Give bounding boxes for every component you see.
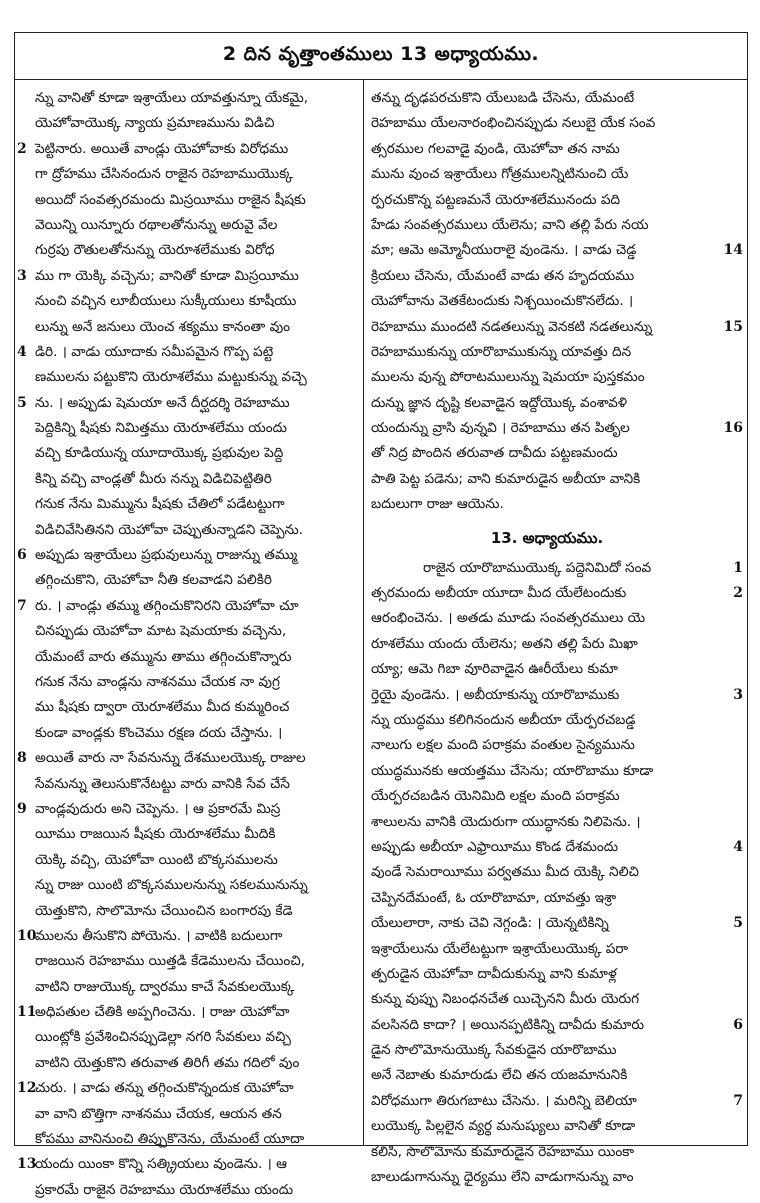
line-text: ర్పరచుకొన్న పట్టణమనే యెరూశలేమునందు పది — [371, 191, 621, 208]
text-line — [363, 188, 747, 213]
text-line — [15, 568, 363, 593]
text-line — [363, 911, 747, 936]
verse-number: 2 — [17, 140, 27, 157]
text-line — [15, 645, 363, 670]
line-text: యెక్కి వచ్చి, యెహోవా యింటి బొక్కసములను — [35, 851, 278, 868]
text-line — [15, 111, 363, 136]
text-line — [15, 975, 363, 1000]
line-text: హేడు సంవత్సరములు యేలెను; వాని తల్లి పేరు నయ — [371, 216, 649, 233]
line-text: చురు. । వాడు తన్ను తగ్గించుకొన్నందుక యెహోవా — [35, 1080, 294, 1097]
line-text: న్ను రాజు యింటి బొక్కసములనున్ను సకలమునున్ను — [35, 877, 308, 894]
line-text: తన్ను దృఢపరచుకొని యేలుబడి చేసెను, యేమంటే — [371, 90, 635, 106]
line-text: ఇశ్రాయేలును యేలేటట్టుగా ఇశ్రాయేలుయొక్క పరా — [371, 940, 629, 957]
text-line — [363, 416, 747, 441]
text-line — [363, 86, 747, 111]
line-text: బదులుగా రాజు ఆయెను. — [371, 496, 504, 513]
line-text: పాతి పెట్ట పడెను; వాని కుమారుడైన అబీయా వానికి — [371, 470, 641, 487]
text-line — [363, 315, 747, 340]
line-text: చినప్పుడు యెహోవా మాట షెమయాకు వచ్చెను, — [35, 623, 287, 640]
verse-number: 13 — [17, 1156, 37, 1173]
line-text: యుద్ధమునకు ఆయత్తము చేసెను; యారొబాము కూడా — [371, 762, 654, 779]
text-line — [363, 860, 747, 885]
line-text: పెట్టినారు. అయితే వాండ్లు యెహోవాకు విరోధము — [35, 140, 289, 157]
chapter-heading — [363, 518, 747, 556]
text-line — [15, 1000, 363, 1025]
line-text: కుండా వాండ్లకు కొంచెము రక్షణ దయ చేస్తాను. । — [35, 724, 283, 741]
line-text: నాలుగు లక్షల మంది పరాక్రమ వంతుల సైన్యమును — [371, 737, 635, 754]
verse-number: 4 — [17, 343, 27, 360]
verse-number: 16 — [723, 420, 743, 437]
text-line — [15, 1102, 363, 1127]
text-line — [363, 467, 747, 492]
text-line — [15, 822, 363, 847]
line-text: న్ను యుద్ధము కలిగినందున అబీయా యేర్పరచబడ్డ — [371, 711, 636, 728]
verse-number: 6 — [17, 547, 27, 564]
line-text: డిరి. । వాడు యూదాకు సమీపమైన గొప్ప పట్టె — [35, 343, 274, 360]
text-line — [363, 111, 747, 136]
text-line — [15, 721, 363, 746]
line-text: మా; ఆమె అమ్మోనీయురాలై వుండెను. । వాడు చెడ్డ — [371, 242, 637, 259]
line-text: ర్తెయై వుండెను. । అబీయాకున్ను యారొబాముకు — [371, 686, 620, 703]
text-line — [15, 594, 363, 619]
text-line — [15, 137, 363, 162]
text-line — [15, 797, 363, 822]
line-text: వెయిన్ని యిన్నూరు రథాలతోనున్ను అరువై వేల — [35, 216, 278, 233]
line-text: ఆరంభించెను. । అతడు మూడు సంవత్సరములు యె — [371, 610, 646, 627]
line-text: వలసినది కాదా? । అయినప్పటికిన్ని దావీదు కుమారు — [371, 1016, 645, 1033]
text-line — [15, 188, 363, 213]
text-line — [15, 365, 363, 390]
text-line — [363, 632, 747, 657]
text-line — [363, 835, 747, 860]
line-text: ప్రకారమే రాజైన రెహబాము యెరూశలేము యందు — [35, 1181, 294, 1198]
line-text: గనుక నేను మిమ్మును షీషకు చేతిలో పడేటట్టుగా — [35, 496, 285, 513]
line-text: కిన్ని వచ్చి వాండ్లతో మీరు నన్ను విడిచిపెట్టితిరి — [35, 470, 272, 487]
text-line — [363, 810, 747, 835]
line-text: యింట్లోకి ప్రవేశించినప్పుడెల్లా నగరి సేవకులు వచ్చి — [35, 1029, 291, 1046]
text-line — [15, 746, 363, 771]
text-line — [363, 937, 747, 962]
text-line — [15, 1178, 363, 1203]
text-line — [15, 1025, 363, 1050]
text-line — [363, 708, 747, 733]
text-line — [363, 657, 747, 682]
text-line — [363, 340, 747, 365]
line-text: మును వుంచ ఇశ్రాయేలు గోత్రములన్నిటినుంచి యే — [371, 166, 629, 183]
text-line — [363, 289, 747, 314]
line-text: గుర్రపు రౌతులతోనున్ను యెరూశలేముకు విరోధ — [35, 242, 275, 259]
text-line — [15, 492, 363, 517]
verse-number: 4 — [733, 838, 743, 855]
verse-number: 3 — [733, 686, 743, 703]
text-line — [15, 86, 363, 111]
text-line — [363, 1165, 747, 1190]
text-line — [363, 1013, 747, 1038]
verse-number: 1 — [733, 559, 743, 576]
verse-number: 15 — [723, 318, 743, 335]
line-text: వచ్చి కూడియున్న యూదాయొక్క ప్రభువుల పెద్ది — [35, 445, 284, 462]
text-line — [363, 1089, 747, 1114]
text-line — [15, 670, 363, 695]
text-line — [363, 886, 747, 911]
line-text: న్ను వానితో కూడా ఇశ్రాయేలు యావత్తున్నూ యేకమై, — [35, 90, 309, 106]
line-text: కున్ను వుప్పు నిబంధనచేత యిచ్చెనని మీరు యెరుగ — [371, 991, 640, 1008]
line-text: చెప్పినదేమంటే, ఓ యారొబామా, యావత్తు ఇశ్రా — [371, 889, 617, 906]
line-text: శాలులను వానికి యెదురుగా యుద్ధానకు నిలిపెను. । — [371, 813, 641, 830]
line-text: అనే నెబాతు కుమారుడు లేచి తన యజమానునికి — [371, 1067, 628, 1084]
text-line — [363, 581, 747, 606]
text-line — [363, 162, 747, 187]
text-line — [15, 289, 363, 314]
two-column-body — [15, 80, 747, 1198]
verse-number: 12 — [17, 1080, 37, 1097]
verse-number: 3 — [17, 267, 27, 284]
line-text: తగ్గించుకొని, యెహోవా నీతి కలవాడని పలికిరి — [35, 572, 272, 589]
verse-number: 14 — [723, 242, 743, 259]
text-line — [15, 441, 363, 466]
line-text: యందున్ను వ్రాసి వున్నవి । రెహబాము తన పితృల — [371, 420, 630, 437]
text-line — [363, 987, 747, 1012]
text-line — [15, 1051, 363, 1076]
text-line — [15, 543, 363, 568]
line-text: వాటిని రాజుయొక్క ద్వారము కాచే సేవకులయొక్క — [35, 978, 295, 995]
line-text: డైన సొలొమోనుయొక్క సేవకుడైన యారొబాము — [371, 1042, 617, 1059]
line-text: కోపము వానినుంచి తిప్పుకొనెను, యేమంటే యూదా — [35, 1131, 305, 1148]
line-text: అధిపతుల చేతికి అప్పగించెను. । రాజు యెహోవా — [35, 1004, 290, 1021]
verse-number: 9 — [17, 800, 27, 817]
line-text: యేర్పరచబడిన యెనిమిది లక్షల మంది పరాక్రమ — [371, 788, 620, 805]
text-line — [363, 1063, 747, 1088]
text-line — [363, 759, 747, 784]
line-text: రెహబాము ముందటి నడతలున్ను వెనకటి నడతలున్ను — [371, 318, 653, 335]
text-line — [15, 315, 363, 340]
text-line — [363, 365, 747, 390]
line-text: రూశలేము యందు యేలెను; అతని తల్లి పేరు మిఖా — [371, 635, 638, 652]
verse-number: 2 — [733, 585, 743, 602]
text-line — [363, 492, 747, 517]
text-line — [15, 772, 363, 797]
line-text: గా ద్రోహము చేసినందున రాజైన రెహబాముయొక్క — [35, 166, 293, 183]
verse-number: 5 — [733, 915, 743, 932]
line-text: అయితే వారు నా సేవనున్ను దేశములయొక్క రాజుల — [35, 750, 306, 767]
line-text: దున్ను జ్ఞాన దృష్టి కలవాడైన ఇద్దోయొక్క వంశావళి — [371, 394, 628, 411]
line-text: రెహబాముకున్ను యారొబాముకున్ను యావత్తు దిన — [371, 343, 632, 360]
line-text: రాజైన యారొబాముయొక్క పద్దెనిమిదో సంవ — [423, 559, 652, 576]
verse-number: 10 — [17, 927, 37, 944]
line-text: ము షీషకు ద్వారా యెరూశలేము మీద కుమ్మరించ — [35, 699, 290, 716]
line-text: యీము రాజయిన షీషకు యెరూశలేము మీదికి — [35, 826, 276, 843]
text-line — [363, 238, 747, 263]
text-line — [15, 924, 363, 949]
line-text: ములను వున్న పోరాటములున్ను షెమయా పుస్తకమం — [371, 369, 645, 386]
page-frame — [14, 32, 748, 1198]
line-text: విరోధముగా తిరుగబాటు చేసెను. । మరిన్ని బెలియా — [371, 1092, 637, 1109]
line-text: విడిచివేసితినని యెహోవా చెప్పుతున్నాడని చెప్పెను. — [35, 521, 304, 538]
line-text: యందు యింకా కొన్ని సత్క్రియలు వుండెను. । ఆ — [35, 1156, 287, 1173]
text-line — [363, 1140, 747, 1165]
line-text: క్రియలు చేసెను, యేమంటే వాడు తన హృదయము — [371, 267, 635, 284]
text-line — [363, 683, 747, 708]
verse-number: 11 — [17, 1004, 37, 1021]
text-line — [363, 137, 747, 162]
text-line — [15, 1152, 363, 1177]
line-text: అయిదో సంవత్సరమందు మిస్రయీము రాజైన షీషకు — [35, 191, 306, 208]
line-text: యేలులారా, నాకు చెవి నెగ్గండి: । యెన్నటికిన్ని — [371, 915, 609, 932]
text-line — [15, 213, 363, 238]
line-text: వుండే సెమరాయీము పర్వతము మీద యెక్కి నిలిచి — [371, 864, 639, 881]
line-text: వా వాని బొత్తిగా నాశనము చేయక, ఆయన తన — [35, 1105, 282, 1122]
verse-number: 7 — [733, 1092, 743, 1109]
text-line — [15, 695, 363, 720]
line-text: లుయొక్క పిల్లలైన వ్యర్థ మనుష్యులు వానితో కూడా — [371, 1118, 636, 1135]
line-text: రు. । వాండ్లు తమ్ము తగ్గించుకొనిరని యెహోవా చూ — [35, 597, 299, 614]
text-line — [363, 962, 747, 987]
line-text: ములను తీసుకొని పోయెను. । వాటికి బదులుగా — [35, 927, 283, 944]
text-line — [15, 467, 363, 492]
text-line — [363, 391, 747, 416]
text-line — [15, 1127, 363, 1152]
line-text: యెత్తుకొని, సొలొమోను చేయించిన బంగారపు కేడె — [35, 902, 293, 919]
line-text: యెహోవాయొక్క న్యాయ ప్రమాణమును విడిచి — [35, 115, 275, 132]
text-line — [363, 784, 747, 809]
line-text: ను. । అప్పుడు షెమయా అనే దీర్ఘదర్శి రెహబాము — [35, 394, 290, 411]
page-title: 2 దిన వృత్తాంతములు 13 అధ్యాయము. — [222, 42, 540, 65]
line-text: యెహోవాను వెతకేటందుకు నిశ్చయించుకొనలేదు. । — [371, 293, 634, 310]
text-line — [363, 556, 747, 581]
text-line — [363, 1038, 747, 1063]
line-text: లున్ను అనే జనులు యెంచ శక్యము కానంతా వుం — [35, 318, 291, 335]
text-line — [15, 162, 363, 187]
text-line — [15, 848, 363, 873]
text-line — [15, 899, 363, 924]
text-line — [15, 1076, 363, 1101]
text-line — [15, 949, 363, 974]
line-text: బాలుడుగానున్ను ధైర్యము లేని వాడుగానున్ను వాం — [371, 1169, 634, 1186]
text-line — [363, 1114, 747, 1139]
line-text: యేమంటే వారు తమ్మును తాము తగ్గించుకొన్నారు — [35, 648, 292, 665]
line-text: గనుక నేను వాండ్లను నాశనము చేయక నా వుగ్ర — [35, 673, 280, 690]
line-text: వాటిని యెత్తుకొని తరువాత తిరిగీ తమ గదిలో వుం — [35, 1054, 300, 1071]
text-line — [363, 733, 747, 758]
text-line — [363, 213, 747, 238]
text-line — [15, 340, 363, 365]
line-text: 13. అధ్యాయము. — [490, 528, 604, 547]
page-header — [15, 33, 747, 80]
text-line — [15, 518, 363, 543]
line-text: తో నిద్ర పొందిన తరువాత దావీదు పట్టణమందు — [371, 445, 618, 462]
text-line — [15, 619, 363, 644]
right-column — [363, 80, 747, 1186]
line-text: త్సరమందు అబీయా యూదా మీద యేలేటందుకు — [371, 585, 627, 602]
text-line — [363, 441, 747, 466]
line-text: త్పరుడైన యెహోవా దావీదుకున్ను వాని కుమాళ్ల — [371, 965, 617, 982]
verse-number: 6 — [733, 1016, 743, 1033]
line-text: రెహబాము యేలనారంభించినప్పుడు నలుబై యేక సంవ — [371, 115, 656, 132]
line-text: అప్పుడు అబీయా ఎఫ్రాయీము కొండ దేశమందు — [371, 838, 619, 855]
text-line — [15, 416, 363, 441]
line-text: నుంచి వచ్చిన లూబీయులు సుక్కీయులు కూషీయు — [35, 293, 297, 310]
line-text: సేవనున్ను తెలుసుకొనేటట్టు వారు వానికి సేవ చేసే — [35, 775, 290, 792]
line-text: అప్పుడు ఇశ్రాయేలు ప్రభువులున్ను రాజున్ను తమ్ము — [35, 547, 298, 564]
line-text: పెద్దికిన్ని షీషకు నిమిత్తము యెరూశలేము యందు — [35, 420, 287, 437]
text-line — [15, 391, 363, 416]
line-text: త్సరముల గలవాడై వుండి, యెహోవా తన నామ — [371, 140, 620, 157]
verse-number: 7 — [17, 597, 27, 614]
line-text: కలిసి, సొలొమోను కుమారుడైన రెహబాము యింకా — [371, 1143, 635, 1160]
left-column — [15, 80, 363, 1198]
text-line — [15, 238, 363, 263]
text-line — [15, 873, 363, 898]
line-text: రాజయిన రెహబాము యిత్తడి కేడెములను చేయించి, — [35, 953, 306, 970]
line-text: య్యా; ఆమె గిబా వూరివాడైన ఊరీయేలు కుమా — [371, 661, 619, 678]
text-line — [363, 264, 747, 289]
verse-number: 8 — [17, 750, 27, 767]
line-text: ణములను పట్టుకొని యెరూశలేము మట్టుకున్ను వచ్చె — [35, 369, 307, 386]
text-line — [15, 264, 363, 289]
text-line — [363, 606, 747, 631]
line-text: వాండ్లవుదురు అని చెప్పెను. । ఆ ప్రకారమే మిస్ర — [35, 800, 281, 817]
line-text: ము గా యెక్కి వచ్చెను; వానితో కూడా మిస్రయీము — [35, 267, 299, 284]
verse-number: 5 — [17, 394, 27, 411]
